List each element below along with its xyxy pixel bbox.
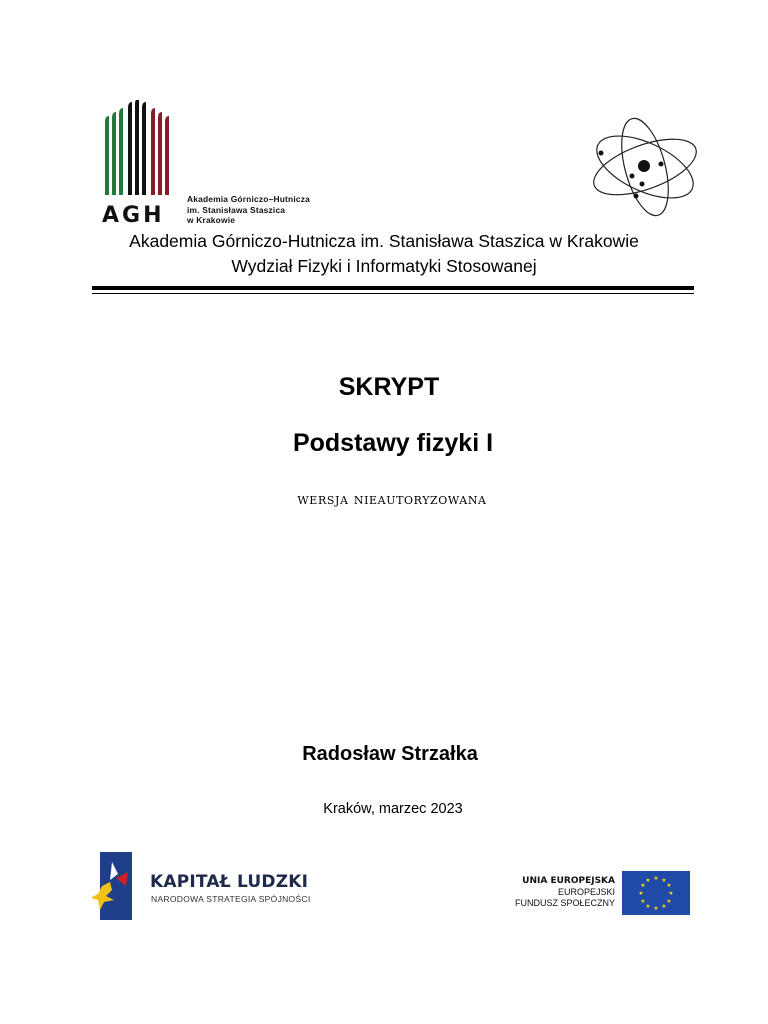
svg-text:★: ★ (640, 882, 646, 889)
eu-flag-icon (622, 871, 690, 915)
svg-text:★: ★ (645, 903, 651, 910)
svg-text:★: ★ (666, 898, 672, 905)
kapital-ludzki-title: KAPITAŁ LUDZKI (150, 872, 309, 892)
svg-text:★: ★ (640, 898, 646, 905)
document-type-label: SKRYPT (338, 373, 440, 401)
version-note: wersja nieautoryzowana (297, 490, 487, 508)
agh-letters: AGH (102, 203, 165, 228)
agh-caption-line: im. Stanisława Staszica (187, 204, 286, 215)
faculty-name: Wydział Fizyki i Informatyki Stosowanej (231, 256, 537, 276)
eu-line-social-fund: FUNDUSZ SPOŁECZNY (514, 898, 615, 908)
document-title: Podstawy fizyki I (292, 429, 494, 457)
svg-text:★: ★ (638, 890, 644, 897)
svg-text:★: ★ (666, 882, 672, 889)
place-date: Kraków, marzec 2023 (323, 801, 463, 817)
svg-text:★: ★ (668, 890, 674, 897)
author-name: Radosław Strzałka (302, 743, 478, 765)
header-rule-thick (92, 286, 694, 290)
agh-logo (100, 100, 330, 230)
header-rule-thin (92, 293, 694, 294)
eu-line-union: UNIA EUROPEJSKA (522, 876, 615, 886)
agh-caption (187, 194, 310, 226)
svg-text:★: ★ (661, 877, 667, 884)
svg-text:★: ★ (653, 905, 659, 912)
svg-text:★: ★ (645, 877, 651, 884)
eu-line-european: EUROPEJSKI (557, 887, 615, 897)
agh-caption-line: Akademia Górniczo–Hutnicza (187, 194, 310, 204)
atom-icon (586, 108, 704, 226)
university-name: Akademia Górniczo-Hutnicza im. Stanisława Staszica w Krakowie (129, 231, 639, 251)
eu-text-block (500, 876, 615, 909)
kapital-ludzki-logo (92, 852, 312, 920)
kapital-ludzki-subtitle: NARODOWA STRATEGIA SPÓJNOŚCI (151, 894, 311, 904)
agh-caption-line: w Krakowie (187, 215, 236, 225)
agh-bars-emblem (100, 100, 170, 195)
svg-text:★: ★ (653, 875, 659, 882)
svg-text:★: ★ (661, 903, 667, 910)
kapital-ludzki-emblem (92, 852, 140, 920)
